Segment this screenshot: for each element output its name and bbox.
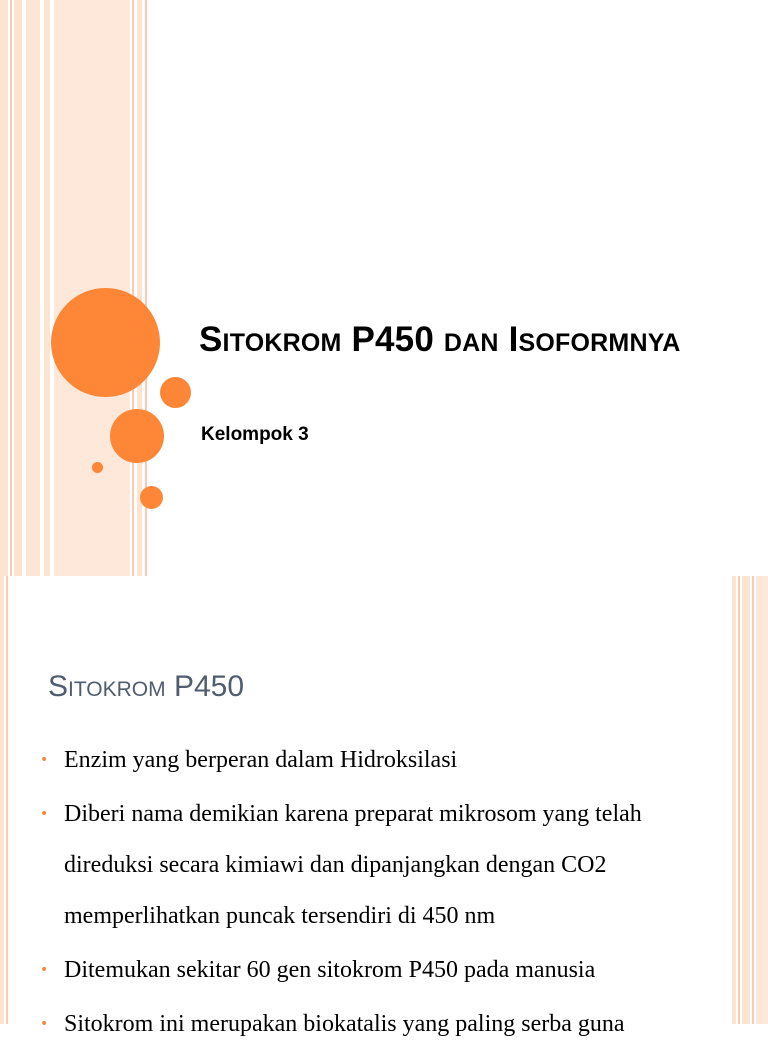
decor-stripe — [137, 0, 142, 576]
decor-stripe — [756, 576, 768, 1024]
bullet-icon: • — [40, 806, 49, 822]
decor-stripe — [6, 576, 8, 1024]
decor-circle-large — [51, 288, 160, 397]
bullet-text: Ditemukan sekitar 60 gen sitokrom P450 pada manusia — [64, 957, 596, 983]
decor-circle-medium — [110, 409, 164, 463]
decor-stripe — [14, 0, 22, 576]
decor-stripe — [26, 0, 40, 576]
bullet-icon: • — [40, 752, 49, 768]
slide-heading: Sitokrom P450 — [48, 670, 245, 703]
decor-stripe — [10, 0, 12, 576]
decor-stripe — [738, 576, 740, 1024]
decor-stripe — [752, 576, 754, 1024]
decor-stripe — [54, 0, 130, 576]
bullet-icon: • — [40, 962, 49, 978]
decor-stripe — [0, 0, 8, 576]
decor-circle-small — [140, 486, 163, 509]
list-item — [38, 789, 708, 942]
list-item — [38, 735, 708, 786]
list-item — [38, 999, 708, 1050]
slide-title: Sitokrom P450 dan Isoformnya — [199, 320, 681, 359]
bullet-text: Enzim yang berperan dalam Hidroksilasi — [64, 747, 458, 773]
decor-stripe — [732, 576, 736, 1024]
decor-stripe — [742, 576, 750, 1024]
bullet-text: Sitokrom ini merupakan biokatalis yang paling serba guna — [64, 1011, 625, 1037]
decor-circle-small — [160, 377, 191, 408]
list-item — [38, 945, 708, 996]
bullet-icon: • — [40, 1016, 49, 1032]
bullet-list — [38, 735, 708, 1053]
slide-subtitle: Kelompok 3 — [201, 424, 309, 445]
bullet-text: Diberi nama demikian karena preparat mikrosom yang telah direduksi secara kimiawi dan dipanjangkan dengan CO2 memperlihatkan puncak tersendiri di 450 nm — [64, 801, 642, 929]
decor-stripe — [132, 0, 134, 576]
decor-stripe — [44, 0, 50, 576]
decor-stripe — [0, 576, 4, 1024]
decor-circle-tiny — [92, 462, 103, 473]
